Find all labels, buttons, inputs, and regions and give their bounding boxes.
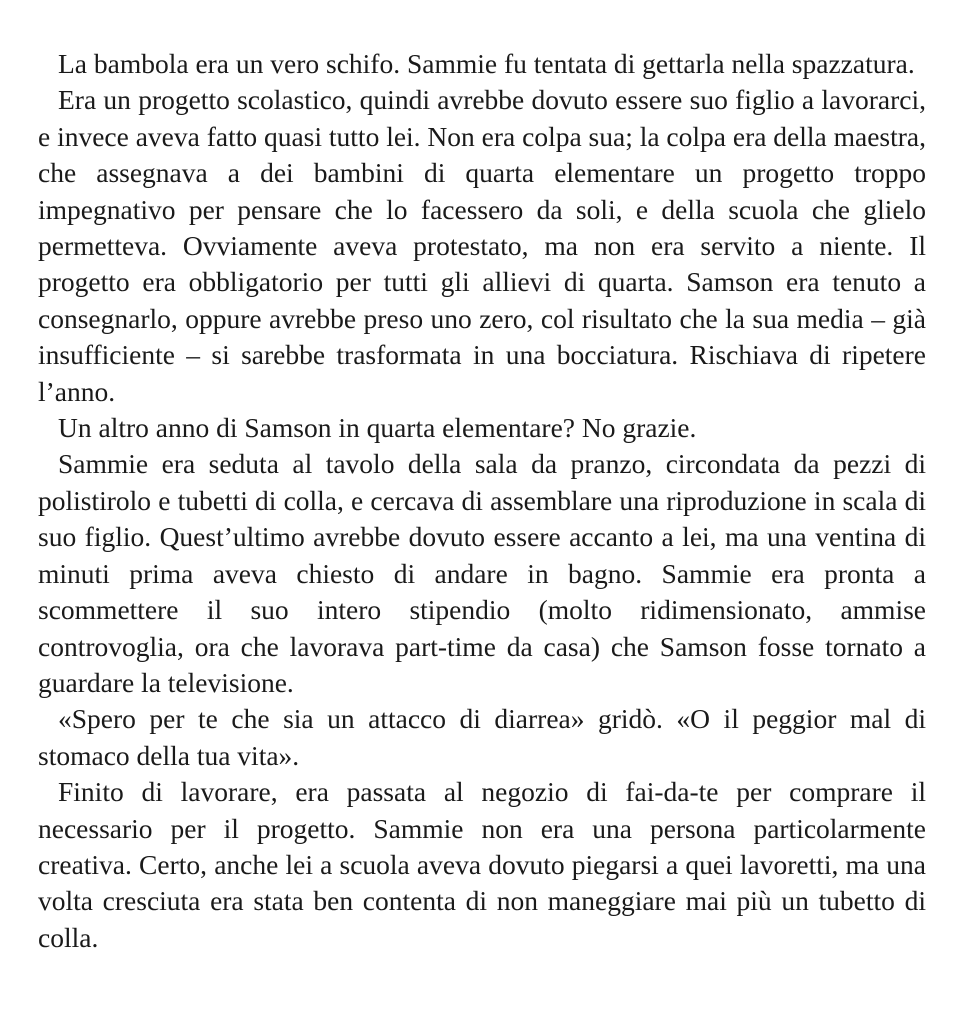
paragraph-2: Era un progetto scolastico, quindi avrebbe dovuto essere suo figlio a lavorarci, e invece aveva fatto quasi tutto lei. Non era colpa sua; la colpa era della maestra, che assegnava a dei bambini di quarta elementare un progetto troppo impegnativo per pensare che lo facessero da soli, e della scuola che glielo permetteva. Ovviamente aveva protestato, ma non era servito a niente. Il progetto era obbligatorio per tutti gli allievi di quarta. Samson era tenuto a consegnarlo, oppure avrebbe preso uno zero, col risultato che la sua media – già insufficiente – si sarebbe trasformata in una bocciatura. Rischiava di ripetere l’anno.	[38, 84, 927, 407]
paragraph-1: La bambola era un vero schifo. Sammie fu tentata di gettarla nella spazzatura.	[58, 48, 915, 79]
paragraph-3: Un altro anno di Samson in quarta elementare? No grazie.	[58, 412, 697, 444]
paragraph-4: Sammie era seduta al tavolo della sala da pranzo, circondata da pezzi di polistirolo e tubetti di colla, e cercava di assemblare una riproduzione in scala di suo figlio. Quest’ultimo avrebbe dovuto essere accanto a lei, ma una ventina di minuti prima aveva chiesto di andare in bagno. Sammie era pronta a scommettere il suo intero stipendio (molto ridimensionato, ammise controvoglia, ora che lavorava part-time da casa) che Samson fosse tornato a guardare la televisione.	[38, 448, 926, 698]
paragraph-6: Finito di lavorare, era passata al negozio di fai-da-te per comprare il necessario per il progetto. Sammie non era una persona particolarmente creativa. Certo, anche lei a scuola aveva dovuto piegarsi a quei lavoretti, ma una volta cresciuta era stata ben contenta di non maneggiare mai più un tubetto di colla.	[38, 776, 926, 953]
paragraph-5: «Spero per te che sia un attacco di diarrea» gridò. «O il peggior mal di stomaco della tua vita».	[38, 703, 926, 771]
book-page	[38, 46, 926, 956]
